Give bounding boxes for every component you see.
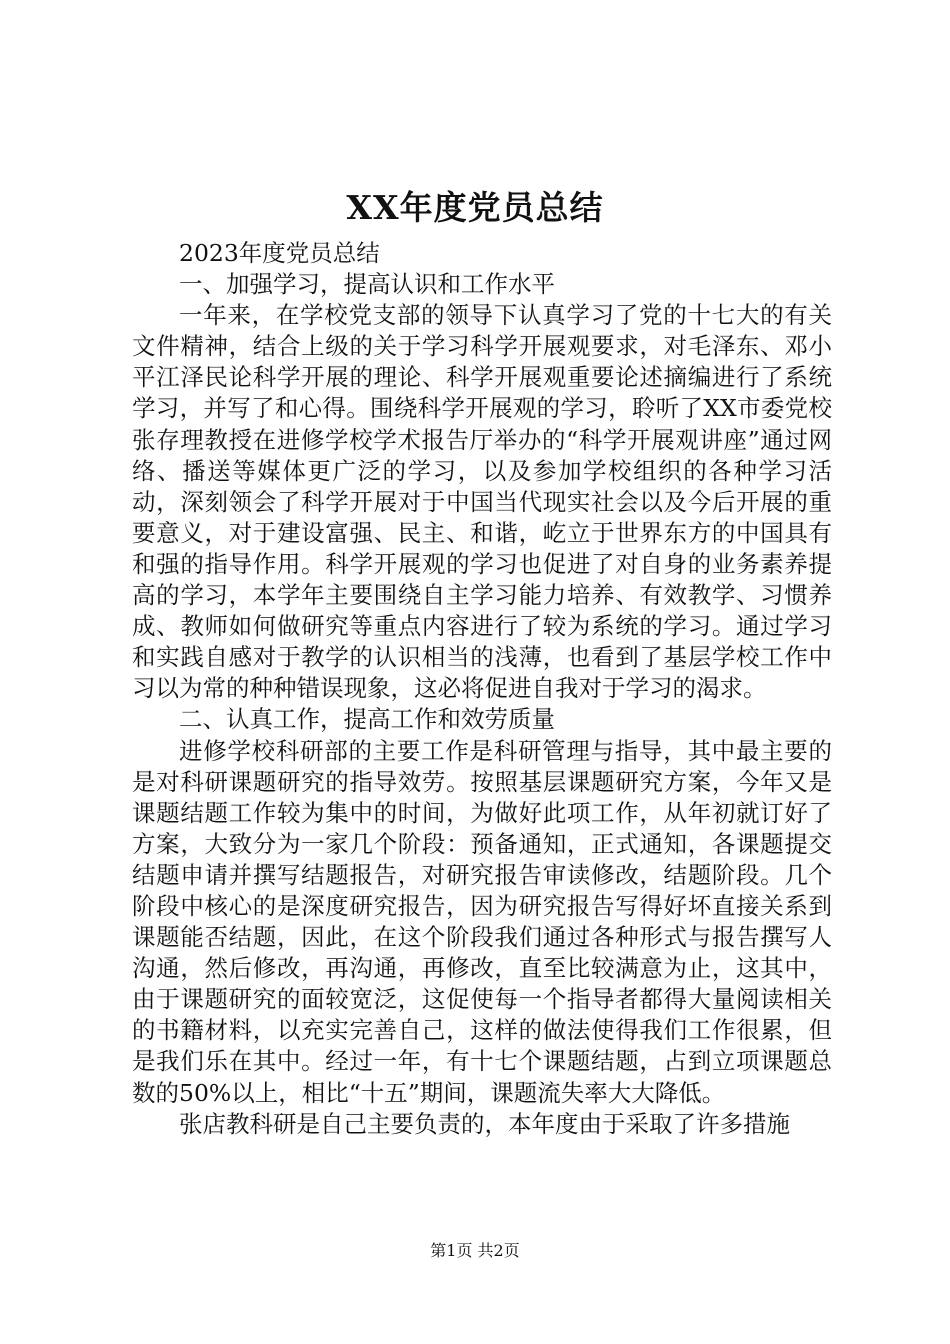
document-title: XX年度党员总结 xyxy=(346,188,604,227)
section-heading-1: 一、加强学习，提高认识和工作水平 xyxy=(179,270,555,299)
document-body xyxy=(132,238,832,1140)
page-number-footer: 第1页 共2页 xyxy=(430,1241,520,1260)
paragraph-study: 一年来，在学校党支部的领导下认真学习了党的十七大的有关文件精神，结合上级的关于学习科学开展观要求，对毛泽东、邓小平江泽民论科学开展的理论、科学开展观重要论述摘编进行了系统学习，并写了和心得。围绕科学开展观的学习，聆听了XX市委党校张存理教授在进修学校学术报告厅举办的“科学开展观讲座”通过网络、播送等媒体更广泛的学习，以及参加学校组织的各种学习活动，深刻领会了科学开展对于中国当代现实社会以及今后开展的重要意义，对于建设富强、民主、和谐，屹立于世界东方的中国具有和强的指导作用。科学开展观的学习也促进了对自身的业务素养提高的学习，本学年主要围绕自主学习能力培养、有效教学、习惯养成、教师如何做研究等重点内容进行了较为系统的学习。通过学习和实践自感对于教学的认识相当的浅薄，也看到了基层学校工作中习以为常的种种错误现象，这必将促进自我对于学习的渴求。 xyxy=(132,301,832,703)
paragraph-work: 进修学校科研部的主要工作是科研管理与指导，其中最主要的是对科研课题研究的指导效劳。按照基层课题研究方案，今年又是课题结题工作较为集中的时间，为做好此项工作，从年初就订好了方案，大致分为一家几个阶段：预备通知，正式通知，各课题提交结题申请并撰写结题报告，对研究报告审读修改，结题阶段。几个阶段中核心的是深度研究报告，因为研究报告写得好坏直接关系到课题能否结题，因此，在这个阶段我们通过各种形式与报告撰写人沟通，然后修改，再沟通，再修改，直至比较满意为止，这其中，由于课题研究的面较宽泛，这促使每一个指导者都得大量阅读相关的书籍材料，以充实完善自己，这样的做法使得我们工作很累，但是我们乐在其中。经过一年，有十七个课题结题，占到立项课题总数的50%以上，相比“十五”期间，课题流失率大大降低。 xyxy=(132,736,832,1107)
section-heading-2: 二、认真工作，提高工作和效劳质量 xyxy=(179,705,555,734)
paragraph-research: 张店教科研是自己主要负责的，本年度由于采取了许多措施 xyxy=(179,1109,790,1138)
paragraph-subtitle: 2023年度党员总结 xyxy=(179,239,380,267)
